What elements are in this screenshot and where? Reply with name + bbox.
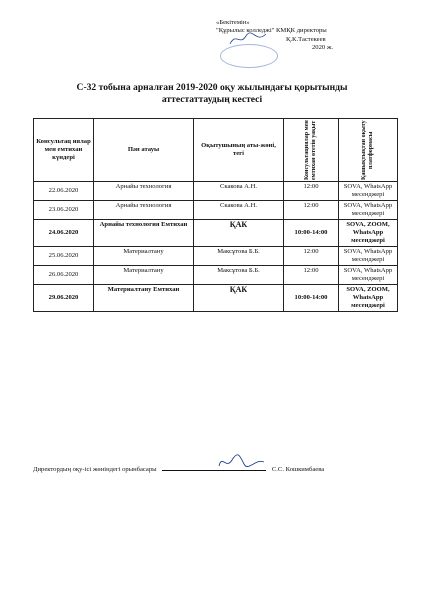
date-cell: 22.06.2020	[34, 182, 94, 201]
table-row	[34, 266, 398, 285]
time-cell: 12:00	[284, 182, 339, 201]
platform-cell: SOVA, WhatsApp месенджері	[339, 266, 398, 285]
subject-cell: Материалтану Емтихан	[94, 285, 194, 312]
deputy-signature-icon	[216, 452, 266, 472]
platform-cell: SOVA, WhatsApp месенджері	[339, 182, 398, 201]
header-subject: Пән атауы	[94, 119, 194, 182]
teacher-cell: ҚАК	[194, 285, 284, 312]
subject-cell: Арнайы технология Емтихан	[94, 220, 194, 247]
header-time: Консультациялар мен емтихан өтетін уақыт	[284, 119, 339, 182]
table-row	[34, 201, 398, 220]
document-title	[0, 82, 424, 106]
header-platform: Қашықтықтан оқыту платформасы	[339, 119, 398, 182]
header-date: Консультац иялар мен емтихан күндері	[34, 119, 94, 182]
approval-line-2: "Құрылыс колледжі" КМҚК директоры	[216, 27, 327, 35]
platform-cell: SOVA, WhatsApp месенджері	[339, 201, 398, 220]
platform-cell: SOVA, ZOOM, WhatsApp месенджері	[339, 285, 398, 312]
date-cell: 24.06.2020	[34, 220, 94, 247]
header-teacher: Оқытушының аты-жөні, тегі	[194, 119, 284, 182]
schedule-table	[33, 118, 398, 312]
date-cell: 26.06.2020	[34, 266, 94, 285]
platform-cell: SOVA, ZOOM, WhatsApp месенджері	[339, 220, 398, 247]
time-cell: 12:00	[284, 266, 339, 285]
subject-cell: Материалтану	[94, 247, 194, 266]
teacher-cell: ҚАК	[194, 220, 284, 247]
approval-line-3: Қ.К.Тастекеев	[286, 35, 326, 43]
footer-name: С.С. Кошкимбаева	[271, 466, 325, 473]
approval-line-1: «Бекітемін»	[216, 19, 250, 26]
subject-cell: Арнайы технология	[94, 201, 194, 220]
platform-cell: SOVA, WhatsApp месенджері	[339, 247, 398, 266]
subject-cell: Материалтану	[94, 266, 194, 285]
teacher-cell: Скакова А.Н.	[194, 182, 284, 201]
date-cell: 23.06.2020	[34, 201, 94, 220]
time-cell: 12:00	[284, 247, 339, 266]
time-cell: 10:00-14:00	[284, 220, 339, 247]
footer-signature-line	[33, 464, 397, 473]
teacher-cell: Максұтова Б.Б.	[194, 266, 284, 285]
date-cell: 25.06.2020	[34, 247, 94, 266]
table-row	[34, 285, 398, 312]
subject-cell: Арнайы технология	[94, 182, 194, 201]
approval-line-4: 2020 ж.	[312, 44, 334, 52]
table-row	[34, 182, 398, 201]
title-line-2: аттестаттаудың кестесі	[161, 94, 263, 105]
table-row	[34, 220, 398, 247]
table-row	[34, 247, 398, 266]
teacher-cell: Максұтова Б.Б.	[194, 247, 284, 266]
table-header-row	[34, 119, 398, 182]
teacher-cell: Скакова А.Н.	[194, 201, 284, 220]
title-line-1: С-32 тобына арналған 2019-2020 оқу жылындағы қорытынды	[76, 82, 348, 93]
director-signature-icon	[228, 30, 268, 48]
time-cell: 12:00	[284, 201, 339, 220]
time-cell: 10:00-14:00	[284, 285, 339, 312]
footer-position: Директордың оқу-ісі жөніндегі орынбасары	[33, 466, 157, 473]
date-cell: 29.06.2020	[34, 285, 94, 312]
